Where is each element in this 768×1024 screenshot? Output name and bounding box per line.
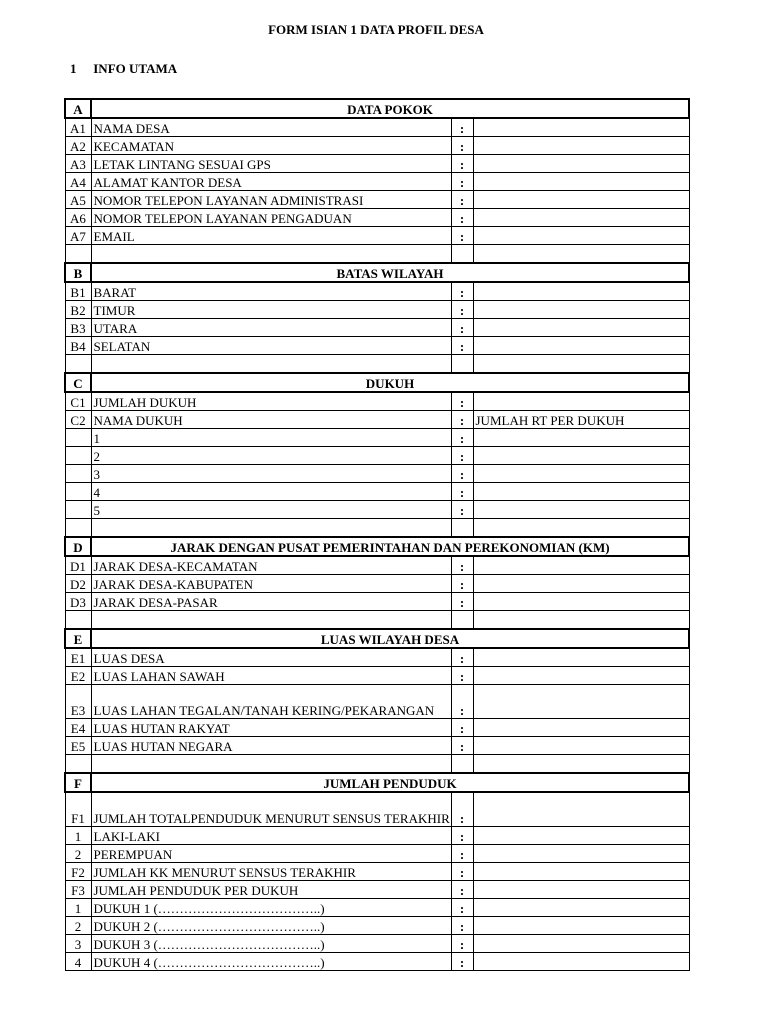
- row-code: B2: [65, 301, 91, 319]
- blank-row: [65, 611, 689, 630]
- row-colon: :: [451, 337, 473, 355]
- row-colon: :: [451, 899, 473, 917]
- row-colon: :: [451, 648, 473, 667]
- row-value-field[interactable]: [473, 209, 689, 227]
- row-value-field[interactable]: [473, 282, 689, 301]
- blank-cell: [65, 755, 91, 774]
- form-row: [65, 411, 689, 429]
- section-heading: [70, 61, 177, 77]
- section-label: INFO UTAMA: [93, 61, 178, 76]
- section-code: D: [65, 537, 91, 556]
- row-colon: :: [451, 845, 473, 863]
- row-value-field[interactable]: [473, 685, 689, 719]
- row-label: LUAS LAHAN TEGALAN/TANAH KERING/PEKARANGAN: [91, 685, 451, 719]
- form-row: [65, 483, 689, 501]
- row-label: 4: [91, 483, 451, 501]
- blank-cell: [91, 245, 451, 264]
- row-value-field[interactable]: [473, 392, 689, 411]
- row-code: E4: [65, 719, 91, 737]
- row-value-field[interactable]: [473, 155, 689, 173]
- section-code: A: [65, 99, 91, 118]
- section-code: C: [65, 373, 91, 392]
- row-code: D3: [65, 593, 91, 611]
- row-value-field[interactable]: [473, 483, 689, 501]
- row-value-field[interactable]: [473, 827, 689, 845]
- section-title: JARAK DENGAN PUSAT PEMERINTAHAN DAN PEREKONOMIAN (KM): [91, 537, 689, 556]
- row-label: BARAT: [91, 282, 451, 301]
- row-label: LAKI-LAKI: [91, 827, 451, 845]
- document-title: FORM ISIAN 1 DATA PROFIL DESA: [268, 22, 484, 37]
- row-code: 1: [65, 899, 91, 917]
- section-code: E: [65, 629, 91, 648]
- row-value-field[interactable]: [473, 881, 689, 899]
- row-code: E2: [65, 667, 91, 685]
- blank-row: [65, 245, 689, 264]
- form-row: [65, 173, 689, 191]
- row-code: [65, 501, 91, 519]
- row-code: 1: [65, 827, 91, 845]
- section-title: DATA POKOK: [91, 99, 689, 118]
- row-colon: :: [451, 575, 473, 593]
- form-row: [65, 667, 689, 685]
- form-row: [65, 575, 689, 593]
- row-colon: :: [451, 209, 473, 227]
- row-label: 3: [91, 465, 451, 483]
- row-label: NOMOR TELEPON LAYANAN ADMINISTRASI: [91, 191, 451, 209]
- row-colon: :: [451, 827, 473, 845]
- form-row: [65, 737, 689, 755]
- form-row: [65, 899, 689, 917]
- form-row: [65, 155, 689, 173]
- row-value-field[interactable]: [473, 173, 689, 191]
- row-label: 1: [91, 429, 451, 447]
- blank-cell: [65, 245, 91, 264]
- form-row: [65, 593, 689, 611]
- blank-cell: [451, 355, 473, 374]
- row-colon: :: [451, 501, 473, 519]
- row-value-field[interactable]: [473, 191, 689, 209]
- row-colon: :: [451, 719, 473, 737]
- row-label: UTARA: [91, 319, 451, 337]
- form-row: [65, 719, 689, 737]
- blank-cell: [473, 355, 689, 374]
- row-label: DUKUH 2 (………………………………..): [91, 917, 451, 935]
- row-colon: :: [451, 917, 473, 935]
- row-value-field[interactable]: [473, 319, 689, 337]
- row-label: NAMA DESA: [91, 118, 451, 137]
- form-row: [65, 648, 689, 667]
- blank-row: [65, 755, 689, 774]
- blank-row: [65, 519, 689, 538]
- row-colon: :: [451, 447, 473, 465]
- row-label: EMAIL: [91, 227, 451, 245]
- row-code: 2: [65, 845, 91, 863]
- form-row: [65, 209, 689, 227]
- row-colon: :: [451, 667, 473, 685]
- row-label: LUAS HUTAN NEGARA: [91, 737, 451, 755]
- row-label: JUMLAH KK MENURUT SENSUS TERAKHIR: [91, 863, 451, 881]
- blank-cell: [91, 355, 451, 374]
- row-label: JARAK DESA-PASAR: [91, 593, 451, 611]
- row-value-field[interactable]: [473, 227, 689, 245]
- form-row: [65, 301, 689, 319]
- blank-cell: [451, 611, 473, 630]
- section-title: BATAS WILAYAH: [91, 263, 689, 282]
- form-row: [65, 917, 689, 935]
- row-code: [65, 483, 91, 501]
- row-colon: :: [451, 282, 473, 301]
- blank-row: [65, 355, 689, 374]
- section-code: B: [65, 263, 91, 282]
- blank-cell: [91, 611, 451, 630]
- section-code: F: [65, 773, 91, 792]
- row-value-field[interactable]: [473, 501, 689, 519]
- blank-cell: [473, 245, 689, 264]
- blank-cell: [65, 355, 91, 374]
- blank-cell: [473, 755, 689, 774]
- row-value-field[interactable]: [473, 137, 689, 155]
- row-colon: :: [451, 483, 473, 501]
- row-code: B3: [65, 319, 91, 337]
- section-header-row: [65, 99, 689, 118]
- blank-cell: [451, 245, 473, 264]
- row-colon: :: [451, 411, 473, 429]
- row-code: E1: [65, 648, 91, 667]
- row-code: 2: [65, 917, 91, 935]
- row-code: D1: [65, 556, 91, 575]
- blank-cell: [91, 755, 451, 774]
- row-code: A5: [65, 191, 91, 209]
- form-row: [65, 863, 689, 881]
- row-code: A1: [65, 118, 91, 137]
- form-row: [65, 465, 689, 483]
- blank-cell: [65, 519, 91, 538]
- row-label: NAMA DUKUH: [91, 411, 451, 429]
- row-label: SELATAN: [91, 337, 451, 355]
- row-colon: :: [451, 319, 473, 337]
- section-header-row: [65, 373, 689, 392]
- row-value-field[interactable]: [473, 429, 689, 447]
- row-value-field[interactable]: [473, 845, 689, 863]
- row-code: F1: [65, 792, 91, 827]
- form-row: [65, 392, 689, 411]
- row-label: LUAS LAHAN SAWAH: [91, 667, 451, 685]
- row-code: C1: [65, 392, 91, 411]
- row-label: KECAMATAN: [91, 137, 451, 155]
- row-label: 5: [91, 501, 451, 519]
- row-colon: :: [451, 556, 473, 575]
- row-colon: :: [451, 953, 473, 971]
- row-value-field[interactable]: [473, 118, 689, 137]
- row-value-field[interactable]: [473, 953, 689, 971]
- form-row: [65, 556, 689, 575]
- blank-cell: [451, 519, 473, 538]
- form-row: [65, 953, 689, 971]
- row-colon: :: [451, 465, 473, 483]
- row-colon: :: [451, 191, 473, 209]
- section-header-row: [65, 537, 689, 556]
- row-value-field[interactable]: [473, 648, 689, 667]
- row-value-field[interactable]: [473, 899, 689, 917]
- row-code: F3: [65, 881, 91, 899]
- form-row: [65, 447, 689, 465]
- profile-form-table: [64, 98, 690, 971]
- form-row: [65, 881, 689, 899]
- row-code: B4: [65, 337, 91, 355]
- section-header-row: [65, 773, 689, 792]
- row-code: E5: [65, 737, 91, 755]
- row-value-field[interactable]: [473, 935, 689, 953]
- row-label: ALAMAT KANTOR DESA: [91, 173, 451, 191]
- row-code: A7: [65, 227, 91, 245]
- row-colon: :: [451, 685, 473, 719]
- row-label: JARAK DESA-KABUPATEN: [91, 575, 451, 593]
- section-title: JUMLAH PENDUDUK: [91, 773, 689, 792]
- form-row: [65, 118, 689, 137]
- form-row: [65, 137, 689, 155]
- row-code: B1: [65, 282, 91, 301]
- section-number: 1: [70, 61, 77, 76]
- row-colon: :: [451, 429, 473, 447]
- form-row: [65, 685, 689, 719]
- row-label: DUKUH 3 (………………………………..): [91, 935, 451, 953]
- row-value-field[interactable]: [473, 575, 689, 593]
- row-colon: :: [451, 155, 473, 173]
- row-code: A3: [65, 155, 91, 173]
- row-colon: :: [451, 593, 473, 611]
- form-row: [65, 319, 689, 337]
- row-code: E3: [65, 685, 91, 719]
- section-title: LUAS WILAYAH DESA: [91, 629, 689, 648]
- row-label: LETAK LINTANG SESUAI GPS: [91, 155, 451, 173]
- row-colon: :: [451, 173, 473, 191]
- row-code: D2: [65, 575, 91, 593]
- row-value-field[interactable]: [473, 301, 689, 319]
- row-colon: :: [451, 227, 473, 245]
- row-colon: :: [451, 301, 473, 319]
- row-code: 3: [65, 935, 91, 953]
- form-row: [65, 845, 689, 863]
- blank-cell: [91, 519, 451, 538]
- row-code: [65, 465, 91, 483]
- row-value-field[interactable]: [473, 737, 689, 755]
- row-code: A6: [65, 209, 91, 227]
- row-label: JARAK DESA-KECAMATAN: [91, 556, 451, 575]
- form-body: [65, 99, 689, 971]
- form-row: [65, 282, 689, 301]
- row-code: A2: [65, 137, 91, 155]
- row-value-field[interactable]: [473, 447, 689, 465]
- row-label: PEREMPUAN: [91, 845, 451, 863]
- row-value-field[interactable]: [473, 556, 689, 575]
- row-value-field[interactable]: [473, 667, 689, 685]
- row-value-field[interactable]: [473, 917, 689, 935]
- row-code: [65, 447, 91, 465]
- row-value-field[interactable]: [473, 593, 689, 611]
- row-label: DUKUH 4 (………………………………..): [91, 953, 451, 971]
- row-value-field[interactable]: [473, 792, 689, 827]
- row-code: [65, 429, 91, 447]
- row-label: LUAS DESA: [91, 648, 451, 667]
- row-value-field[interactable]: [473, 337, 689, 355]
- row-label: LUAS HUTAN RAKYAT: [91, 719, 451, 737]
- form-row: [65, 337, 689, 355]
- row-colon: :: [451, 392, 473, 411]
- row-label: 2: [91, 447, 451, 465]
- row-code: A4: [65, 173, 91, 191]
- form-row: [65, 191, 689, 209]
- section-header-row: [65, 263, 689, 282]
- row-label: NOMOR TELEPON LAYANAN PENGADUAN: [91, 209, 451, 227]
- form-row: [65, 792, 689, 827]
- row-label: JUMLAH TOTALPENDUDUK MENURUT SENSUS TERAKHIR: [91, 792, 451, 827]
- form-row: [65, 827, 689, 845]
- blank-cell: [473, 519, 689, 538]
- row-code: F2: [65, 863, 91, 881]
- row-value-field[interactable]: [473, 863, 689, 881]
- value-column-header: JUMLAH RT PER DUKUH: [473, 411, 689, 429]
- form-row: [65, 935, 689, 953]
- row-label: JUMLAH PENDUDUK PER DUKUH: [91, 881, 451, 899]
- row-label: JUMLAH DUKUH: [91, 392, 451, 411]
- form-row: [65, 429, 689, 447]
- row-code: C2: [65, 411, 91, 429]
- row-colon: :: [451, 881, 473, 899]
- row-label: DUKUH 1 (………………………………..): [91, 899, 451, 917]
- blank-cell: [451, 755, 473, 774]
- row-colon: :: [451, 935, 473, 953]
- blank-cell: [473, 611, 689, 630]
- section-header-row: [65, 629, 689, 648]
- row-label: TIMUR: [91, 301, 451, 319]
- row-value-field[interactable]: [473, 719, 689, 737]
- blank-cell: [65, 611, 91, 630]
- row-value-field[interactable]: [473, 465, 689, 483]
- row-code: 4: [65, 953, 91, 971]
- form-row: [65, 227, 689, 245]
- row-colon: :: [451, 737, 473, 755]
- row-colon: :: [451, 792, 473, 827]
- form-row: [65, 501, 689, 519]
- section-title: DUKUH: [91, 373, 689, 392]
- row-colon: :: [451, 137, 473, 155]
- row-colon: :: [451, 863, 473, 881]
- row-colon: :: [451, 118, 473, 137]
